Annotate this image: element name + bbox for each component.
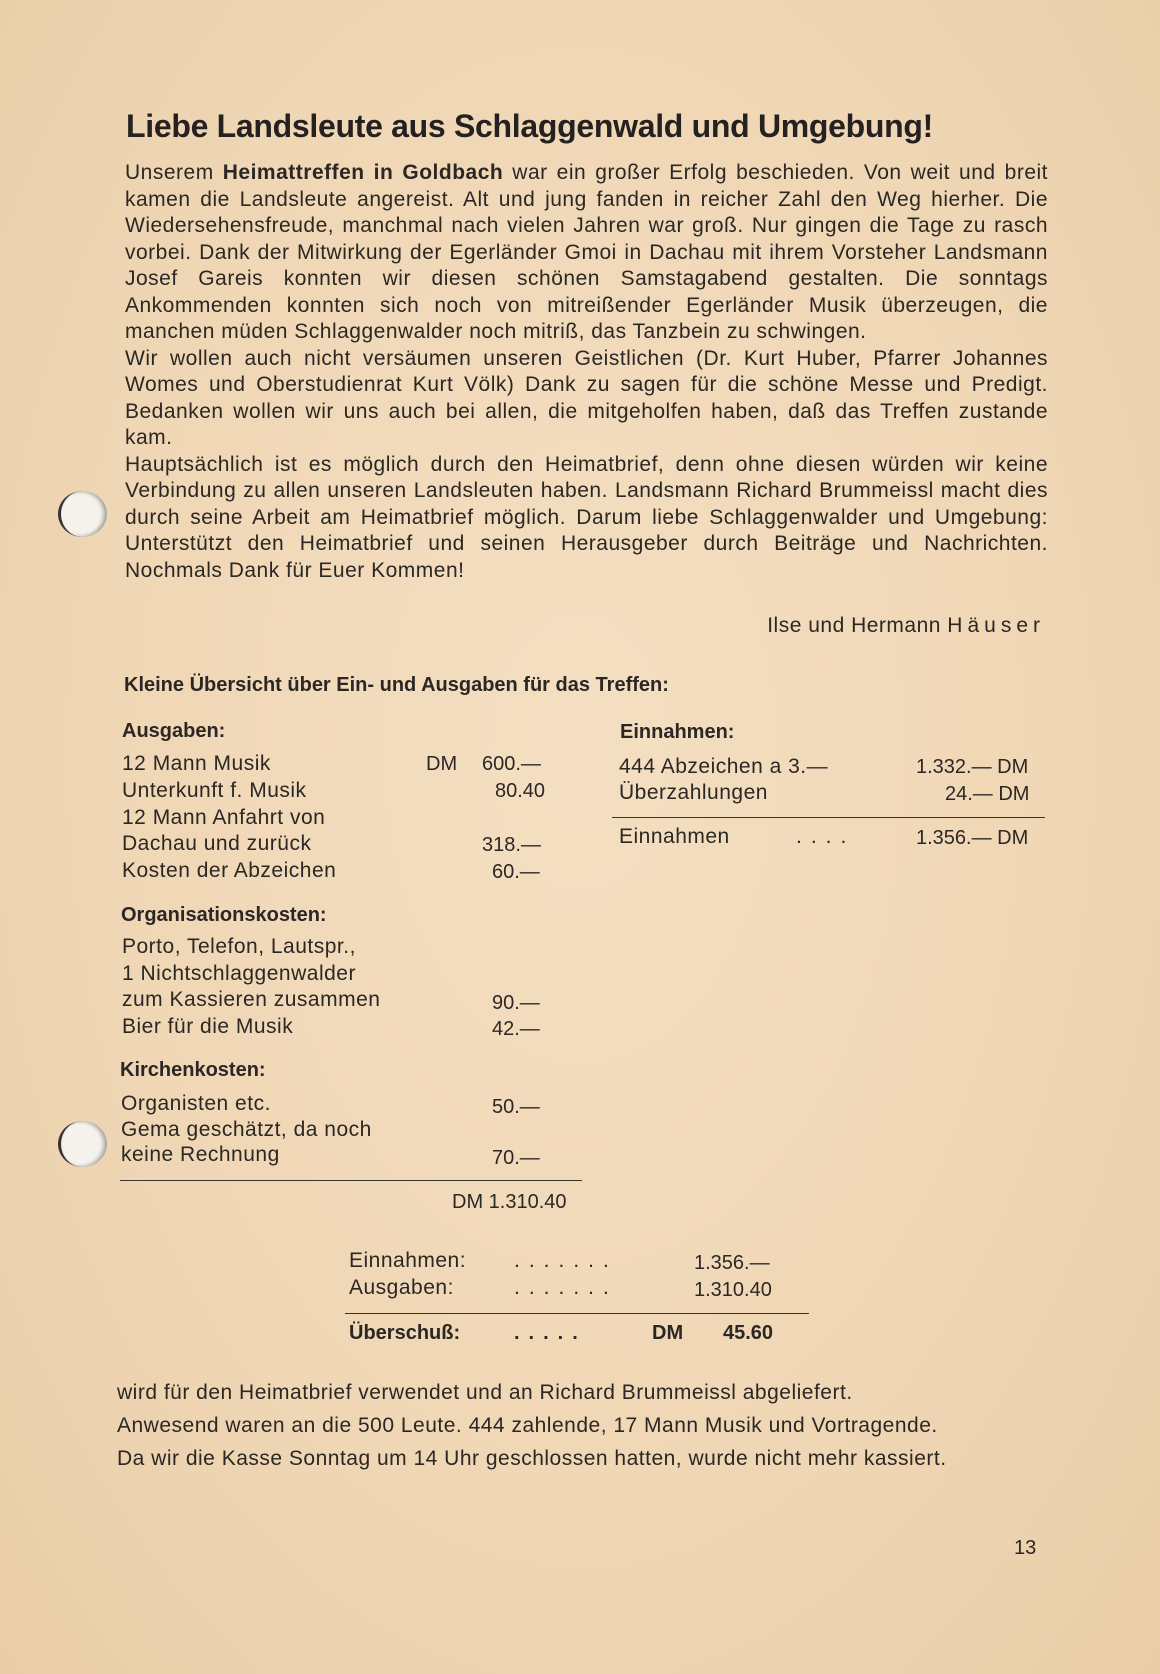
- organisation-line-4-value: 42.—: [492, 1018, 540, 1040]
- einnahmen-rule: [612, 817, 1045, 818]
- organisation-line-4: Bier für die Musik: [122, 1015, 294, 1038]
- signature: [767, 614, 1045, 638]
- einnahmen-line-2-value: 24.— DM: [945, 783, 1030, 805]
- overview-heading: Kleine Übersicht über Ein- und Ausgaben für das Treffen:: [124, 674, 669, 696]
- einnahmen-heading: Einnahmen:: [620, 721, 735, 743]
- ausgaben-line-4: Dachau und zurück: [122, 832, 312, 855]
- ausgaben-line-1-value: 600.—: [482, 753, 541, 775]
- einnahmen-total-dots: ....: [796, 825, 856, 848]
- intro-paragraph-2: Wir wollen auch nicht versäumen unseren Geistlichen (Dr. Kurt Huber, Pfarrer Johannes Womes und Oberstudienrat Kurt Völk) Dank zu sagen für die schöne Messe und Predigt. Bedanken wollen wir uns auch bei allen, die mitgeholfen haben, daß das Treffen zustande kam.: [125, 346, 1048, 449]
- ausgaben-line-3: 12 Mann Anfahrt von: [122, 806, 326, 829]
- einnahmen-total-label: Einnahmen: [619, 825, 730, 848]
- ausgaben-line-1-currency: DM: [426, 753, 458, 775]
- intro-p1-bold: Heimattreffen in Goldbach: [222, 161, 504, 184]
- ausgaben-line-1: 12 Mann Musik: [122, 752, 271, 775]
- kirchen-line-3: keine Rechnung: [121, 1143, 280, 1166]
- summary-ausgaben-label: Ausgaben:: [349, 1276, 454, 1299]
- ausgaben-line-2-value: 80.40: [495, 780, 546, 802]
- footer-line-2: Anwesend waren an die 500 Leute. 444 zahlende, 17 Mann Musik und Vortragende.: [117, 1414, 938, 1437]
- intro-paragraph-3: Hauptsächlich ist es möglich durch den Heimatbrief, denn ohne diesen würden wir keine Verbindung zu allen unseren Landsleuten haben. Landsmann Richard Brummeissl macht dies durch seine Arbeit am Heimatbrief möglich. Darum liebe Schlaggenwalder und Umgebung: Unterstützt den Heimatbrief und seinen Herausgeber durch Beiträge und Nachrichten. Nochmals Dank für Euer Kommen!: [125, 452, 1048, 582]
- einnahmen-line-2: Überzahlungen: [619, 781, 768, 804]
- kirchen-heading: Kirchenkosten:: [120, 1059, 266, 1081]
- kirchen-line-2: Gema geschätzt, da noch: [121, 1118, 372, 1141]
- page-number: 13: [1014, 1537, 1037, 1559]
- organisation-line-3-value: 90.—: [492, 992, 540, 1014]
- signature-first: Ilse und Hermann: [767, 614, 948, 637]
- summary-ueberschuss-dots: .....: [514, 1322, 587, 1344]
- einnahmen-total-value: 1.356.— DM: [916, 827, 1029, 849]
- ausgaben-total: DM 1.310.40: [452, 1191, 567, 1213]
- kirchen-line-1-value: 50.—: [492, 1096, 540, 1118]
- footer-line-1: wird für den Heimatbrief verwendet und an Richard Brummeissl abgeliefert.: [117, 1381, 853, 1404]
- summary-rule: [345, 1313, 809, 1314]
- organisation-line-1: Porto, Telefon, Lautspr.,: [122, 935, 356, 958]
- summary-ausgaben-value: 1.310.40: [694, 1279, 772, 1301]
- summary-einnahmen-value: 1.356.—: [694, 1252, 770, 1274]
- kirchen-line-3-value: 70.—: [492, 1147, 540, 1169]
- einnahmen-line-1: 444 Abzeichen a 3.—: [619, 755, 829, 778]
- intro-p1-start: Unserem: [125, 161, 223, 184]
- intro-text: [125, 160, 1048, 584]
- ausgaben-total-rule: [120, 1180, 582, 1181]
- footer-line-3: Da wir die Kasse Sonntag um 14 Uhr geschlossen hatten, wurde nicht mehr kassiert.: [117, 1447, 947, 1470]
- summary-einnahmen-dots: .......: [514, 1249, 618, 1272]
- organisation-line-2: 1 Nichtschlaggenwalder: [122, 962, 356, 985]
- signature-surname: Häuser: [947, 614, 1045, 637]
- intro-paragraph-1: [125, 160, 1048, 346]
- intro-p1-rest: war ein großer Erfolg beschieden. Von weit und breit kamen die Landsleute angereist. Alt und jung fanden in reicher Zahl den Weg hierher. Die Wiedersehensfreude, manchmal nach vielen Jahren war groß. Nur gingen die Tage zu rasch vorbei. Dank der Mitwirkung der Egerländer Gmoi in Dachau mit ihrem Vorsteher Landsmann Josef Gareis konnten wir diesen schönen Samstagabend gestalten. Die sonntags Ankommenden konnten sich noch von mitreißender Egerländer Musik überzeugen, die manchen müden Schlaggenwalder noch mitriß, das Tanzbein zu schwingen.: [125, 161, 1049, 343]
- summary-einnahmen-label: Einnahmen:: [349, 1249, 467, 1272]
- kirchen-line-1: Organisten etc.: [121, 1092, 271, 1115]
- summary-ueberschuss-label: Überschuß:: [349, 1322, 461, 1344]
- einnahmen-line-1-value: 1.332.— DM: [916, 756, 1029, 778]
- summary-ausgaben-dots: .......: [514, 1276, 618, 1299]
- summary-ueberschuss-value: 45.60: [723, 1322, 774, 1344]
- ausgaben-line-5: Kosten der Abzeichen: [122, 859, 337, 882]
- ausgaben-line-4-value: 318.—: [482, 834, 541, 856]
- organisation-line-3: zum Kassieren zusammen: [122, 988, 381, 1011]
- page-title: Liebe Landsleute aus Schlaggenwald und Umgebung!: [126, 108, 934, 144]
- ausgaben-line-5-value: 60.—: [492, 861, 540, 883]
- summary-ueberschuss-currency: DM: [652, 1322, 684, 1344]
- ausgaben-heading: Ausgaben:: [122, 720, 226, 742]
- organisation-heading: Organisationskosten:: [121, 904, 327, 926]
- punch-hole-top: [58, 491, 107, 537]
- punch-hole-bottom: [58, 1121, 107, 1167]
- ausgaben-line-2: Unterkunft f. Musik: [122, 779, 307, 802]
